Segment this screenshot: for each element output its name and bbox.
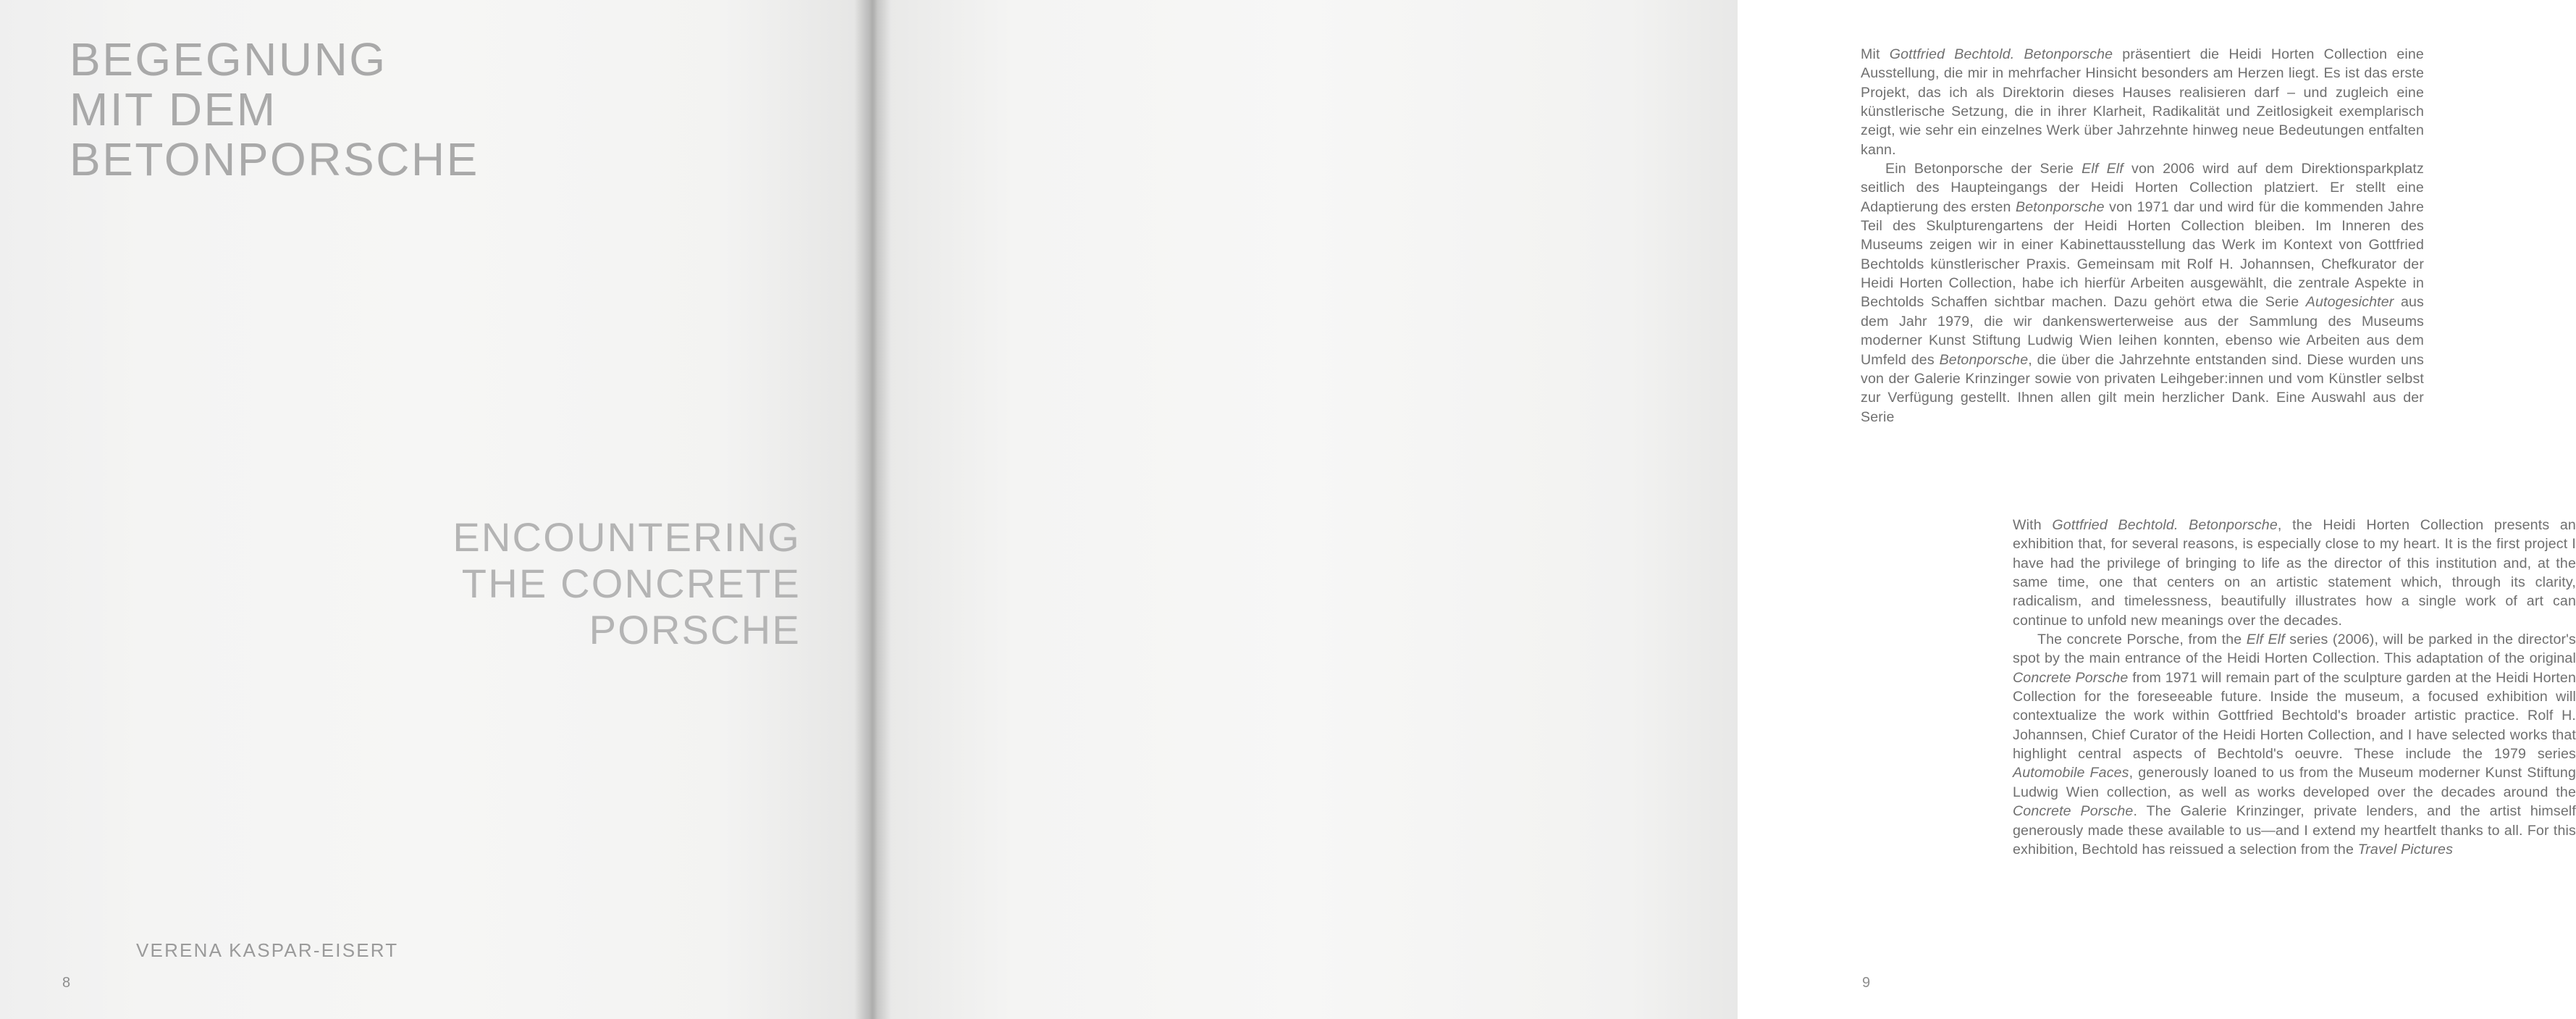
german-paragraph-2: Ein Betonporsche der Serie Elf Elf von 2006 wird auf dem Direktionsparkplatz seitlich des Haupteingangs der Heidi Horten Collection platziert. Er stellt eine Adaptierung des ersten Betonporsche von 1971 dar und wird für die kommenden Jahre Teil des Skulpturengartens der Heidi Horten Collection bleiben. Im Inneren des Museums zeigen wir in einer Kabinettausstellung das Werk im Kontext von Gottfried Bechtolds künstlerischer Praxis. Gemeinsam mit Rolf H. Johannsen, Chefkurator der Heidi Horten Collection, habe ich hierfür Arbeiten ausgewählt, die zentrale Aspekte in Bechtolds Schaffen sichtbar machen. Dazu gehört etwa die Serie Autogesichter aus dem Jahr 1979, die wir dankenswerterweise aus der Sammlung des Museums moderner Kunst Stiftung Ludwig Wien leihen konnten, ebenso wie Arbeiten aus dem Umfeld des Betonporsche, die über die Jahrzehnte entstanden sind. Diese wurden uns von der Galerie Krinzinger sowie von privaten Leihgeber:innen und vom Künstler selbst zur Verfügung gestellt. Ihnen allen gilt mein herzlicher Dank. Eine Auswahl aus der Serie xyxy=(1861,161,2425,425)
body-text-english xyxy=(2013,516,2576,859)
german-paragraph-1: Mit Gottfried Bechtold. Betonporsche präsentiert die Heidi Horten Collection eine Ausstellung, die mir in mehrfacher Hinsicht besonders am Herzen liegt. Es ist das erste Projekt, das ich als Direktorin dieses Hauses realisieren darf – und zugleich eine künstlerische Setzung, die in ihrer Klarheit, Radikalität und Zeitlosigkeit exemplarisch zeigt, wie sehr ein einzelnes Werk über Jahrzehnte hinweg neue Bedeutungen entfalten kann. xyxy=(1861,46,2424,158)
title-english-line-1: ENCOUNTERING xyxy=(453,514,801,560)
english-paragraph-1: With Gottfried Bechtold. Betonporsche, the Heidi Horten Collection presents an exhibition that, for several reasons, is especially close to my heart. It is the first project I have had the privilege of bringing to life as the director of this institution and, at the same time, one that centers on an artistic statement which, through its clarity, radicalism, and timelessness, beautifully illustrates how a single work of art can continue to unfold new meanings over the decades. xyxy=(2013,517,2576,629)
author-name: VERENA KASPAR-EISERT xyxy=(136,939,399,961)
page-number-right: 9 xyxy=(1862,975,1871,991)
title-german-line-1: BEGEGNUNG xyxy=(70,33,387,85)
title-german-line-3: BETONPORSCHE xyxy=(70,133,479,186)
english-paragraph-2: The concrete Porsche, from the Elf Elf series (2006), will be parked in the director's spot by the main entrance of the Heidi Horten Collection. This adaptation of the original Concrete Porsche from 1971 will remain part of the sculpture garden at the Heidi Horten Collection for the foreseeable future. Inside the museum, a focused exhibition will contextualize the work within Gottfried Bechtold's broader artistic practice. Rolf H. Johannsen, Chief Curator of the Heidi Horten Collection, and I have selected works that highlight central aspects of Bechtold's oeuvre. These include the 1979 series Automobile Faces, generously loaned to us from the Museum moderner Kunst Stiftung Ludwig Wien collection, as well as works developed over the decades around the Concrete Porsche. The Galerie Krinzinger, private lenders, and the artist himself generously made these available to us—and I extend my heartfelt thanks to all. For this exhibition, Bechtold has reissued a selection from the Travel Pictures xyxy=(2013,632,2576,857)
page-title-german xyxy=(70,35,794,185)
title-german-line-2: MIT DEM xyxy=(70,83,277,136)
title-english-line-3: PORSCHE xyxy=(589,606,801,653)
page-left xyxy=(0,0,869,1019)
page-number-left: 8 xyxy=(62,975,71,991)
title-english-line-2: THE CONCRETE xyxy=(461,560,801,606)
body-text-german xyxy=(1861,45,2424,427)
page-right xyxy=(869,0,2576,1019)
page-title-english xyxy=(70,514,801,653)
